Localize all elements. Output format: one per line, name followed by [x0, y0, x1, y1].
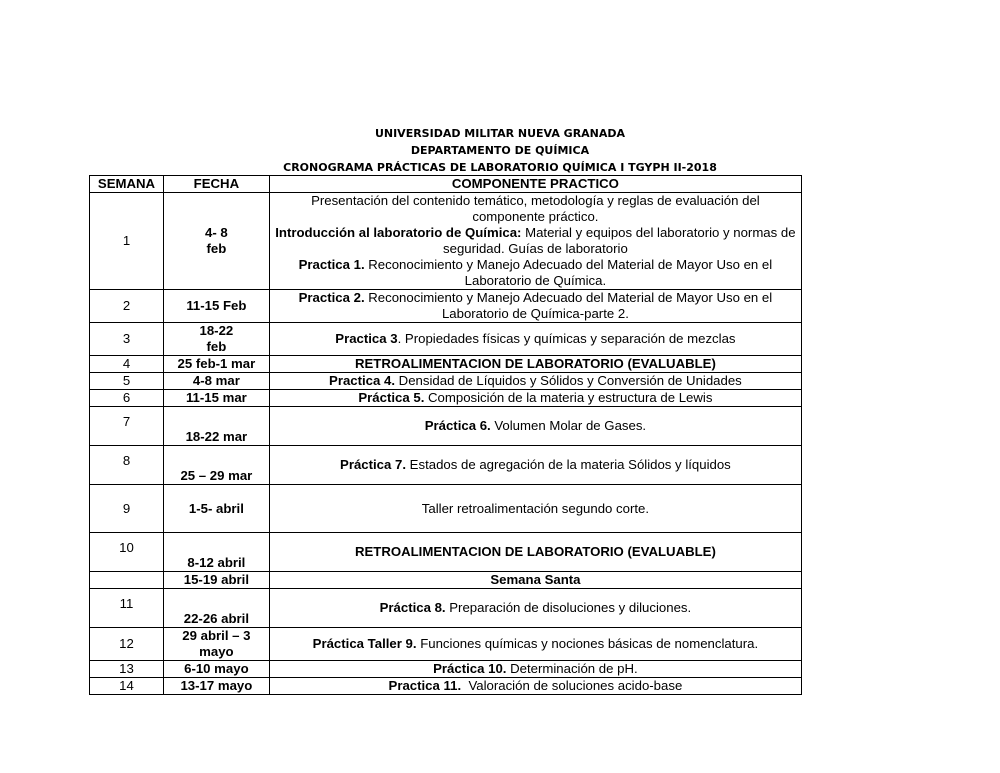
header-fecha: FECHA: [163, 176, 269, 193]
table-header-row: [90, 176, 802, 193]
component-text: Densidad de Líquidos y Sólidos y Conversión de Unidades: [395, 373, 742, 388]
table-row: [90, 533, 802, 572]
component-cell: RETROALIMENTACION DE LABORATORIO (EVALUABLE): [269, 533, 801, 572]
date-cell: [163, 323, 269, 356]
component-cell: [269, 323, 801, 356]
component-text: Material y equipos del laboratorio y normas de seguridad. Guías de laboratorio: [443, 225, 796, 256]
table-row: [90, 678, 802, 695]
component-cell: RETROALIMENTACION DE LABORATORIO (EVALUABLE): [269, 356, 801, 373]
component-cell: [269, 661, 801, 678]
table-row: [90, 290, 802, 323]
component-cell: [269, 290, 801, 323]
date-cell: 6-10 mayo: [163, 661, 269, 678]
date-line: feb: [206, 241, 227, 256]
table-row: [90, 407, 802, 446]
schedule-table: [89, 175, 802, 695]
component-cell: [269, 628, 801, 661]
date-cell: 11-15 mar: [163, 390, 269, 407]
week-cell: 11: [90, 589, 164, 628]
component-paragraph: [274, 257, 797, 289]
component-cell: [269, 407, 801, 446]
component-text: Volumen Molar de Gases.: [490, 418, 647, 433]
component-text: Determinación de pH.: [506, 661, 638, 676]
component-bold: Práctica 5.: [358, 390, 425, 405]
component-cell: Semana Santa: [269, 572, 801, 589]
component-cell: [269, 589, 801, 628]
week-cell: 7: [90, 407, 164, 446]
component-bold: Práctica Taller 9.: [312, 636, 417, 651]
date-cell: [163, 628, 269, 661]
table-row: [90, 323, 802, 356]
component-text: Valoración de soluciones acido-base: [461, 678, 683, 693]
week-cell: 1: [90, 193, 164, 290]
component-text: Estados de agregación de la materia Sólidos y líquidos: [406, 457, 731, 472]
table-row: [90, 356, 802, 373]
component-bold: Práctica 6.: [424, 418, 491, 433]
date-cell: 25 – 29 mar: [163, 446, 269, 485]
header-semana: SEMANA: [90, 176, 164, 193]
date-line: 29 abril – 3: [182, 628, 251, 643]
week-cell: 12: [90, 628, 164, 661]
week-cell: 14: [90, 678, 164, 695]
date-line: 4- 8: [205, 225, 228, 240]
table-row: [90, 373, 802, 390]
date-cell: 13-17 mayo: [163, 678, 269, 695]
date-line: 18-22: [199, 323, 234, 338]
week-cell: 4: [90, 356, 164, 373]
week-cell: 2: [90, 290, 164, 323]
date-cell: 8-12 abril: [163, 533, 269, 572]
component-text: Composición de la materia y estructura de Lewis: [424, 390, 713, 405]
week-cell: 13: [90, 661, 164, 678]
component-bold: Practica 11.: [388, 678, 462, 693]
week-cell: 9: [90, 485, 164, 533]
table-row: [90, 589, 802, 628]
schedule-title: CRONOGRAMA PRÁCTICAS DE LABORATORIO QUÍMICA I TGYPH II-2018: [283, 161, 717, 174]
date-cell: [163, 193, 269, 290]
university-name: UNIVERSIDAD MILITAR NUEVA GRANADA: [374, 127, 626, 140]
component-bold: Práctica 7.: [340, 457, 407, 472]
date-cell: 25 feb-1 mar: [163, 356, 269, 373]
date-cell: 22-26 abril: [163, 589, 269, 628]
department-name: DEPARTAMENTO DE QUÍMICA: [410, 144, 590, 157]
date-line: mayo: [199, 644, 234, 659]
component-text: Reconocimiento y Manejo Adecuado del Material de Mayor Uso en el Laboratorio de Química.: [364, 257, 773, 288]
component-paragraph: [274, 225, 797, 257]
table-row: [90, 661, 802, 678]
component-bold: Practica 2.: [298, 290, 365, 305]
table-row: [90, 446, 802, 485]
date-cell: 11-15 Feb: [163, 290, 269, 323]
component-cell: Taller retroalimentación segundo corte.: [269, 485, 801, 533]
component-cell: [269, 193, 801, 290]
component-cell: [269, 446, 801, 485]
header-componente: COMPONENTE PRACTICO: [269, 176, 801, 193]
component-bold: Práctica 10.: [433, 661, 507, 676]
component-text: . Propiedades físicas y químicas y separación de mezclas: [397, 331, 736, 346]
week-cell: 6: [90, 390, 164, 407]
table-row: [90, 193, 802, 290]
document-header: [0, 125, 1000, 176]
table-row: [90, 485, 802, 533]
week-cell: 3: [90, 323, 164, 356]
week-cell: 8: [90, 446, 164, 485]
date-cell: 18-22 mar: [163, 407, 269, 446]
component-text: Funciones químicas y nociones básicas de nomenclatura.: [416, 636, 759, 651]
component-paragraph: Presentación del contenido temático, metodología y reglas de evaluación del componente práctico.: [311, 193, 760, 224]
week-cell: 5: [90, 373, 164, 390]
table-row: [90, 628, 802, 661]
component-text: Reconocimiento y Manejo Adecuado del Material de Mayor Uso en el Laboratorio de Química-parte 2.: [364, 290, 773, 321]
week-cell: 10: [90, 533, 164, 572]
table-row: [90, 390, 802, 407]
table-row: [90, 572, 802, 589]
component-cell: [269, 390, 801, 407]
date-cell: 15-19 abril: [163, 572, 269, 589]
date-cell: 1-5- abril: [163, 485, 269, 533]
component-text: Preparación de disoluciones y diluciones.: [445, 600, 692, 615]
week-cell: [90, 572, 164, 589]
component-cell: [269, 373, 801, 390]
component-bold: Practica 4.: [329, 373, 396, 388]
component-cell: [269, 678, 801, 695]
date-line: feb: [206, 339, 227, 354]
component-bold: Práctica 8.: [379, 600, 446, 615]
component-bold: Practica 3: [335, 331, 398, 346]
component-bold: Introducción al laboratorio de Química:: [275, 225, 522, 240]
component-bold: Practica 1.: [298, 257, 365, 272]
date-cell: 4-8 mar: [163, 373, 269, 390]
